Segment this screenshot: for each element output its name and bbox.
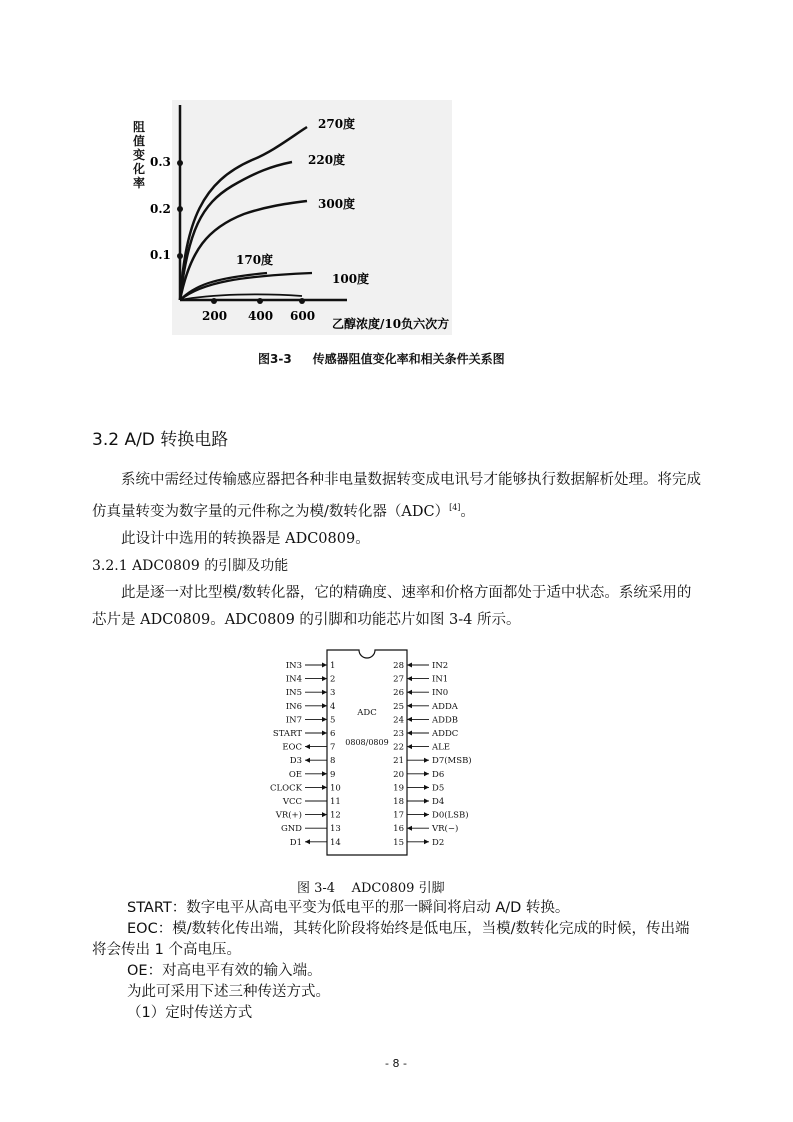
page-number: - 8 -	[385, 1057, 407, 1070]
figure-3-4-caption: 图 3-4 ADC0809 引脚	[297, 881, 445, 896]
pin-number: 16	[393, 824, 404, 835]
pin-number: 2	[330, 674, 336, 685]
figure-3-3	[150, 100, 452, 335]
pin-number: 26	[393, 688, 404, 699]
pin-arrow	[407, 826, 412, 831]
pin-number: 4	[330, 701, 336, 712]
chip-model: 0808/0809	[345, 738, 389, 747]
pin-label: VCC	[282, 797, 302, 807]
pin-arrow	[305, 758, 310, 763]
pin-arrow	[424, 799, 429, 804]
oe-desc: OE：对高电平有效的输入端。	[127, 963, 322, 979]
pin-label: EOC	[282, 742, 302, 753]
pin-label: D5	[432, 783, 445, 794]
curve-label-270: 270度	[318, 117, 356, 131]
caption-text: 传感器阻值变化率和相关条件关系图	[312, 352, 505, 366]
pin-number: 3	[330, 688, 336, 699]
pin-number: 6	[330, 729, 336, 739]
eoc-desc: EOC：模/数转化传出端，其转化阶段将始终是低电压，当模/数转化完成的时候，传出端将会传出 1 个高电压。	[92, 921, 690, 958]
pin-arrow	[424, 839, 429, 844]
pin-label: D4	[432, 797, 445, 807]
pin-descriptions	[127, 898, 707, 919]
pin-label: ADDA	[432, 701, 458, 712]
pin-label: IN4	[285, 674, 302, 685]
pin-number: 11	[330, 797, 341, 807]
pin-arrow	[407, 676, 412, 681]
pin-label: D3	[289, 756, 302, 767]
curve-label-300: 300度	[318, 197, 356, 211]
pin-label: ADDC	[432, 729, 459, 739]
pin-label: IN2	[432, 661, 449, 671]
start-desc: START：数字电平从高电平变为低电平的那一瞬间将启动 A/D 转换。	[127, 900, 570, 916]
paragraph-3: 此是逐一对比型模/数转化器，它的精确度、速率和价格方面都处于适中状态。系统采用的芯片是 ADC0809。ADC0809 的引脚和功能芯片如图 3-4 所示。	[92, 584, 692, 628]
paragraph-2: 此设计中选用的转换器是 ADC0809。	[121, 530, 370, 547]
pin-number: 28	[393, 661, 404, 671]
pin-label: START	[272, 729, 302, 739]
pin-arrow	[322, 731, 327, 736]
curve-300	[180, 201, 307, 300]
pin-arrow	[407, 744, 412, 749]
pin-arrow	[424, 771, 429, 776]
pin-number: 14	[330, 837, 341, 848]
y-tick-dot	[177, 206, 183, 212]
x-tick-label: 600	[290, 309, 316, 323]
pin-label: IN1	[432, 674, 449, 685]
x-tick-dot	[211, 298, 217, 304]
pin-label: GND	[280, 824, 302, 835]
pin-number: 18	[393, 797, 404, 807]
pin-arrow	[407, 703, 412, 708]
subsection-heading: 3.2.1 ADC0809 的引脚及功能	[92, 557, 289, 574]
curve-label-220: 220度	[308, 153, 346, 167]
pin-arrow	[322, 663, 327, 668]
pin-number: 13	[330, 824, 341, 835]
pin-label: VR(+)	[275, 810, 302, 821]
y-tick-label: 0.2	[150, 202, 171, 216]
pin-label: D7(MSB)	[432, 756, 472, 767]
pin-number: 7	[330, 742, 336, 753]
pin-label: D1	[289, 837, 302, 848]
pin-label: D0(LSB)	[432, 810, 469, 821]
pin-number: 19	[393, 783, 404, 794]
pin-arrow	[322, 690, 327, 695]
pin-arrow	[407, 663, 412, 668]
pin-arrow	[322, 703, 327, 708]
x-tick-dot	[257, 298, 263, 304]
mode1-text: （1）定时传送方式	[127, 1005, 253, 1021]
x-tick-label: 200	[202, 309, 228, 323]
pin-number: 8	[330, 756, 336, 767]
curve-label-100: 100度	[332, 272, 370, 286]
pin-number: 5	[330, 715, 336, 726]
pin-number: 23	[393, 729, 404, 739]
pin-arrow	[424, 758, 429, 763]
curve-label-170: 170度	[236, 253, 274, 267]
y-tick-label: 0.3	[150, 155, 171, 169]
pin-number: 1	[330, 661, 336, 671]
pin-arrow	[322, 785, 327, 790]
pin-number: 27	[393, 674, 404, 685]
y-tick-dot	[177, 160, 183, 166]
pin-number: 17	[393, 810, 404, 821]
pin-label: D6	[432, 769, 445, 780]
y-axis-label: 阻值变化率	[133, 120, 146, 190]
pin-number: 20	[393, 769, 404, 780]
citation: [4]	[449, 503, 461, 512]
chip-title: ADC	[357, 708, 377, 718]
pin-number: 10	[330, 783, 341, 794]
pin-arrow	[407, 717, 412, 722]
modes-text: 为此可采用下述三种传送方式。	[127, 984, 330, 1000]
y-tick-dot	[177, 253, 183, 259]
pin-label: D2	[432, 837, 445, 848]
pin-label: IN5	[285, 688, 302, 699]
pin-arrow	[322, 676, 327, 681]
paragraph-1-text: 系统中需经过传输感应器把各种非电量数据转变成电讯号才能够执行数据解析处理。将完成仿真量转变为数字量的元件称之为模/数转化器（ADC）	[92, 472, 701, 520]
section-heading: 3.2 A/D 转换电路	[92, 430, 229, 450]
pin-arrow	[424, 785, 429, 790]
paragraph-1-end: 。	[460, 503, 475, 520]
pin-label: ALE	[432, 742, 450, 753]
pin-number: 12	[330, 810, 341, 821]
pin-arrow	[305, 839, 310, 844]
section-body	[92, 467, 702, 634]
pin-arrow	[407, 731, 412, 736]
pin-label: OE	[288, 769, 302, 780]
pin-arrow	[424, 812, 429, 817]
caption-number: 图3-3	[258, 352, 292, 366]
pin-number: 25	[393, 701, 404, 712]
pin-number: 24	[393, 715, 404, 726]
pin-arrow	[407, 690, 412, 695]
pin-label: IN0	[432, 688, 449, 699]
pin-arrow	[322, 771, 327, 776]
x-axis-label: 乙醇浓度/10负六次方	[332, 317, 450, 331]
pin-label: VR(−)	[432, 824, 459, 835]
pin-arrow	[322, 717, 327, 722]
x-tick-label: 400	[248, 309, 274, 323]
adc0809-pinout	[260, 645, 500, 860]
pin-label: ADDB	[432, 715, 459, 726]
pin-number: 21	[393, 756, 404, 767]
pin-label: IN3	[285, 661, 302, 671]
pin-arrow	[322, 812, 327, 817]
pin-label: IN6	[285, 701, 302, 712]
x-tick-dot	[299, 298, 305, 304]
y-tick-label: 0.1	[150, 248, 171, 262]
pin-number: 22	[393, 742, 404, 753]
paragraph-1	[92, 467, 702, 526]
pin-label: IN7	[285, 715, 302, 726]
sensor-response-chart	[150, 100, 452, 335]
pin-number: 9	[330, 769, 336, 780]
pin-label: CLOCK	[270, 783, 302, 794]
pin-number: 15	[393, 837, 404, 848]
figure-3-3-caption	[258, 350, 505, 367]
pin-arrow	[305, 744, 310, 749]
